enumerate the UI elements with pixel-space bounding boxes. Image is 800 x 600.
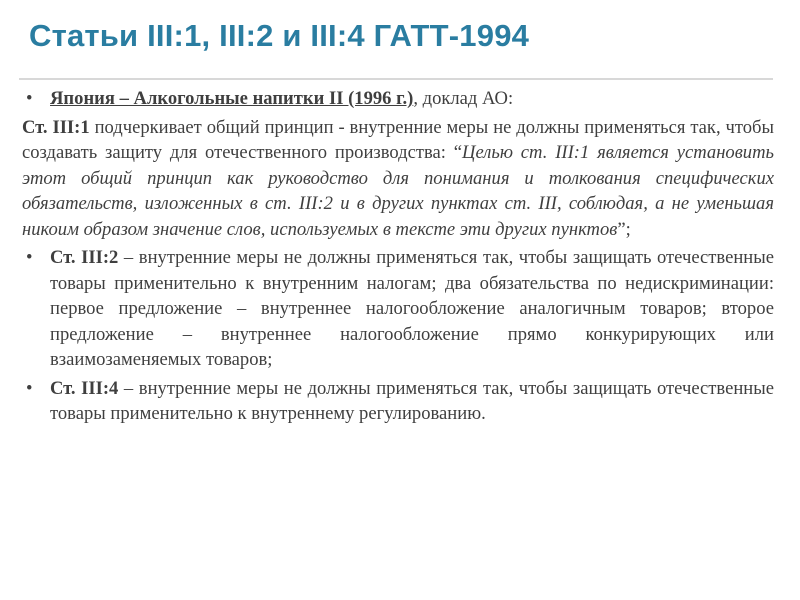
slide-content — [22, 86, 774, 427]
article-iii-2-text: – внутренние меры не должны применяться так, чтобы защищать отечественные товары применительно к внутренним налогам; два обязательства по недискриминации: первое предложение – внутреннее налогообложение аналогичным товаров; второе предложение – внутреннее налогообложение прямо конкурирующих или взаимозаменяемых товаров; — [50, 247, 774, 370]
bullet-item-article-iii-4 — [22, 376, 774, 427]
article-iii-1-label: Ст. III:1 — [22, 116, 90, 138]
slide-title: Статьи III:1, III:2 и III:4 ГАТТ-1994 — [29, 18, 530, 53]
article-iii-4-text: – внутренние меры не должны применяться так, чтобы защищать отечественные товары применительно к внутреннему регулированию. — [50, 377, 774, 424]
case-name: Япония – Алкогольные напитки II (1996 г.) — [50, 88, 414, 109]
case-suffix: , доклад АО: — [413, 88, 514, 109]
bullet-icon: • — [26, 377, 33, 399]
bullet-icon: • — [26, 88, 33, 109]
article-iii-1-quote: Целью ст. III:1 является установить этот общий принцип как руководство для понимания и толкования специфических обязательств, изложенных в ст. III:2 и в других пунктах ст. III, соблюдая, а не уменьшая никоим образом значение слов, используемых в тексте эти других пунктов — [22, 142, 774, 240]
article-iii-4-label: Ст. III:4 — [50, 377, 119, 399]
title-divider — [19, 78, 773, 80]
article-iii-1-quote-end: ”; — [617, 218, 631, 240]
paragraph-article-iii-1 — [22, 115, 774, 243]
article-iii-1-text: подчеркивает общий принцип - внутренние меры не должны применяться так, чтобы создавать защиту для отечественного производства: “ — [22, 116, 774, 163]
bullet-item-japan — [22, 86, 774, 112]
article-iii-2-label: Ст. III:2 — [50, 247, 119, 268]
bullet-icon: • — [26, 247, 33, 268]
bullet-item-article-iii-2 — [22, 245, 774, 373]
